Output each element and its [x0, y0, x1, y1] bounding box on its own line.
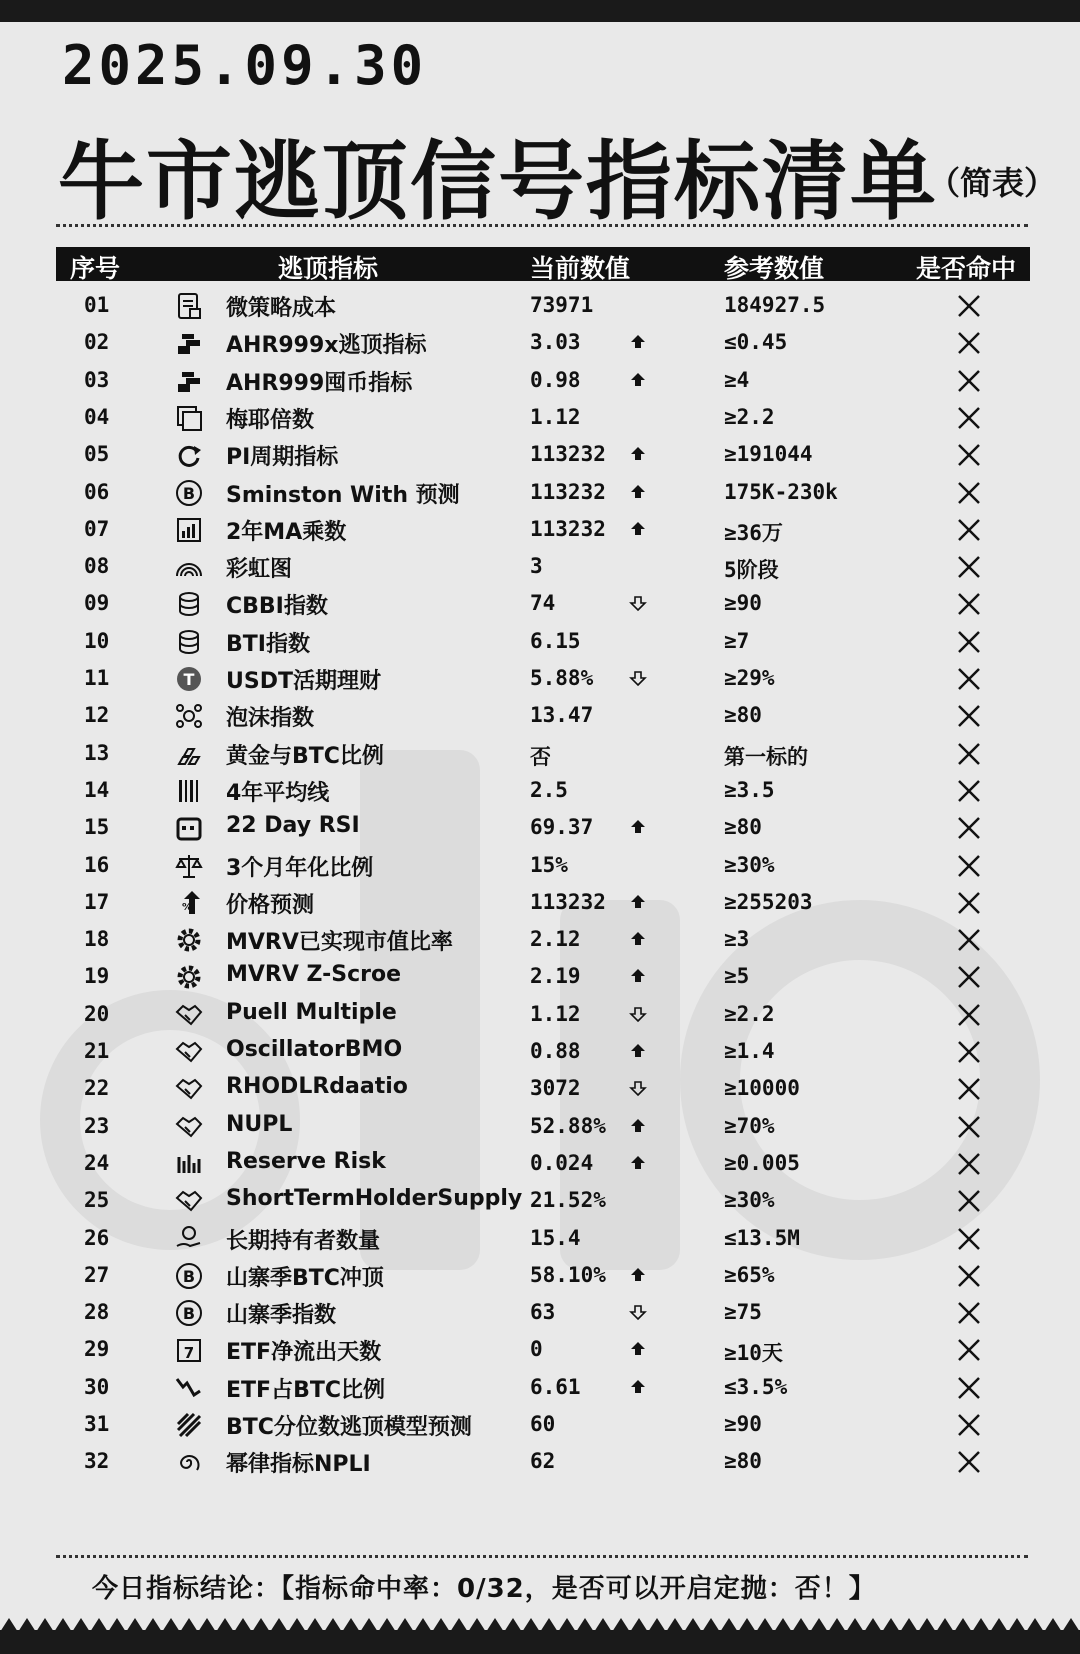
table-row [56, 1406, 1030, 1445]
table-row [56, 585, 1030, 624]
not-hit-x-icon [956, 1039, 982, 1065]
current-value: 60 [530, 1412, 556, 1436]
indicator-name: Reserve Risk [226, 1149, 386, 1174]
bitcoin-icon [174, 1298, 204, 1328]
not-hit-x-icon [956, 368, 982, 394]
current-value: 0.88 [530, 1039, 581, 1063]
table-row [56, 548, 1030, 587]
not-hit-x-icon [956, 405, 982, 431]
table-row [56, 735, 1030, 774]
indicator-name: OscillatorBMO [226, 1037, 403, 1062]
trend-up-icon [628, 892, 648, 912]
reference-value: ≥2.2 [724, 1002, 775, 1026]
row-index: 09 [84, 591, 110, 615]
current-value: 0.024 [530, 1151, 594, 1175]
table-row [56, 474, 1030, 513]
chart-icon [174, 515, 204, 545]
gear-icon [174, 962, 204, 992]
current-value: 113232 [530, 480, 606, 504]
table-row [56, 921, 1030, 960]
reference-value: ≥70% [724, 1114, 775, 1138]
header-index: 序号 [70, 254, 121, 283]
indicator-name: ETF净流出天数 [226, 1340, 382, 1365]
svg-text:B: B [182, 1267, 196, 1286]
row-index: 08 [84, 554, 110, 578]
handshake-icon [174, 1037, 204, 1067]
wave-icon [174, 1149, 204, 1179]
reference-value: ≥3.5 [724, 778, 775, 802]
row-index: 29 [84, 1337, 110, 1361]
indicator-name: 泡沫指数 [226, 706, 315, 731]
document-chart-icon [174, 291, 204, 321]
indicator-name: 4年平均线 [226, 781, 330, 806]
indicator-name: 微策略成本 [226, 296, 337, 321]
handshake-icon [174, 1186, 204, 1216]
indicator-name: BTC分位数逃顶模型预测 [226, 1415, 472, 1440]
row-index: 05 [84, 442, 110, 466]
table-row [56, 847, 1030, 886]
coin-stack-icon [174, 366, 204, 396]
current-value: 6.61 [530, 1375, 581, 1399]
trend-up-icon [628, 1116, 648, 1136]
not-hit-x-icon [956, 964, 982, 990]
indicator-name: 幂律指标NPLI [226, 1452, 371, 1477]
header-current: 当前数值 [530, 254, 631, 283]
not-hit-x-icon [956, 293, 982, 319]
indicator-name: AHR999x逃顶指标 [226, 333, 427, 358]
handshake-icon [174, 1000, 204, 1030]
table-row [56, 884, 1030, 923]
indicator-name: RHODLRdaatio [226, 1074, 408, 1099]
bitcoin-icon [174, 1261, 204, 1291]
current-value: 69.37 [530, 815, 594, 839]
table-header [56, 247, 1030, 281]
row-index: 28 [84, 1300, 110, 1324]
table-row [56, 1182, 1030, 1221]
row-index: 27 [84, 1263, 110, 1287]
current-value: 113232 [530, 890, 606, 914]
not-hit-x-icon [956, 741, 982, 767]
table-row [56, 1331, 1030, 1370]
indicator-name: 22 Day RSI [226, 813, 360, 838]
not-hit-x-icon [956, 1337, 982, 1363]
table-row [56, 697, 1030, 736]
not-hit-x-icon [956, 890, 982, 916]
row-index: 17 [84, 890, 110, 914]
current-value: 113232 [530, 517, 606, 541]
current-value: 73971 [530, 293, 594, 317]
indicator-name: Puell Multiple [226, 1000, 397, 1025]
current-value: 52.88% [530, 1114, 606, 1138]
header-indicator: 逃顶指标 [278, 254, 379, 283]
reference-value: ≥10天 [724, 1341, 783, 1365]
table-row [56, 1220, 1030, 1259]
not-hit-x-icon [956, 591, 982, 617]
row-index: 12 [84, 703, 110, 727]
table-row [56, 660, 1030, 699]
current-value: 74 [530, 591, 556, 615]
reference-value: ≥3 [724, 927, 750, 951]
row-index: 23 [84, 1114, 110, 1138]
trend-down-icon [628, 1302, 648, 1322]
current-value: 3.03 [530, 330, 581, 354]
trend-up-icon [628, 966, 648, 986]
trend-up-icon [628, 519, 648, 539]
rainbow-icon [174, 552, 204, 582]
dotted-divider-top [56, 224, 1028, 227]
table-row [56, 511, 1030, 550]
trend-up-icon [628, 929, 648, 949]
table-row [56, 958, 1030, 997]
indicator-name: 山寨季指数 [226, 1303, 337, 1328]
row-index: 14 [84, 778, 110, 802]
not-hit-x-icon [956, 666, 982, 692]
table-row [56, 1443, 1030, 1482]
indicator-name: MVRV已实现市值比率 [226, 930, 453, 955]
trend-down-icon [628, 668, 648, 688]
trend-down-icon [628, 1004, 648, 1024]
not-hit-x-icon [956, 554, 982, 580]
header-hit: 是否命中 [916, 254, 1017, 283]
conclusion-text: 今日指标结论：【指标命中率：0/32，是否可以开启定抛：否！】 [92, 1574, 876, 1604]
row-index: 25 [84, 1188, 110, 1212]
indicator-name: 彩虹图 [226, 557, 293, 582]
table-row [56, 1369, 1030, 1408]
indicator-name: 长期持有者数量 [226, 1229, 381, 1254]
reference-value: ≥75 [724, 1300, 762, 1324]
table-row [56, 996, 1030, 1035]
current-value: 1.12 [530, 1002, 581, 1026]
reference-value: ≤0.45 [724, 330, 788, 354]
reference-value: ≥191044 [724, 442, 813, 466]
coin-stack-icon [174, 328, 204, 358]
not-hit-x-icon [956, 1375, 982, 1401]
indicator-name: AHR999囤币指标 [226, 371, 413, 396]
table-row [56, 809, 1030, 848]
row-index: 32 [84, 1449, 110, 1473]
trend-up-icon [628, 817, 648, 837]
current-value: 15% [530, 853, 568, 877]
not-hit-x-icon [956, 1263, 982, 1289]
reference-value: 175K-230k [724, 480, 838, 504]
reference-value: ≥30% [724, 853, 775, 877]
reference-value: ≥30% [724, 1188, 775, 1212]
table-row [56, 362, 1030, 401]
row-index: 30 [84, 1375, 110, 1399]
not-hit-x-icon [956, 1300, 982, 1326]
table-row [56, 1294, 1030, 1333]
reference-value: ≥80 [724, 815, 762, 839]
indicator-name: USDT活期理财 [226, 669, 381, 694]
copy-icon [174, 403, 204, 433]
trend-up-icon [628, 370, 648, 390]
reference-value: ≥7 [724, 629, 750, 653]
price-up-icon [174, 888, 204, 918]
not-hit-x-icon [956, 1114, 982, 1140]
not-hit-x-icon [956, 1449, 982, 1475]
database-icon [174, 627, 204, 657]
table-row [56, 772, 1030, 811]
current-value: 21.52% [530, 1188, 606, 1212]
reference-value: 5阶段 [724, 558, 779, 582]
reference-value: 184927.5 [724, 293, 826, 317]
indicator-name: BTI指数 [226, 632, 310, 657]
row-index: 13 [84, 741, 110, 765]
table-row [56, 623, 1030, 662]
row-index: 06 [84, 480, 110, 504]
current-value: 13.47 [530, 703, 594, 727]
header-reference: 参考数值 [724, 254, 825, 283]
current-value: 5.88% [530, 666, 594, 690]
not-hit-x-icon [956, 1188, 982, 1214]
stripes-icon [174, 1410, 204, 1440]
reference-value: ≤3.5% [724, 1375, 788, 1399]
scale-icon [174, 851, 204, 881]
calendar-icon [174, 813, 204, 843]
svg-text:T: T [183, 670, 195, 689]
current-value: 0 [530, 1337, 543, 1361]
row-index: 04 [84, 405, 110, 429]
current-value: 15.4 [530, 1226, 581, 1250]
not-hit-x-icon [956, 815, 982, 841]
bitcoin-icon [174, 478, 204, 508]
svg-text:%: % [182, 902, 193, 913]
indicator-name: 梅耶倍数 [226, 408, 315, 433]
current-value: 2.12 [530, 927, 581, 951]
calendar-seven-icon [174, 1335, 204, 1365]
table-row [56, 399, 1030, 438]
tether-icon [174, 664, 204, 694]
table-row [56, 1033, 1030, 1072]
row-index: 03 [84, 368, 110, 392]
table-row [56, 1145, 1030, 1184]
trend-up-icon [628, 1377, 648, 1397]
not-hit-x-icon [956, 1002, 982, 1028]
trend-up-icon [628, 1265, 648, 1285]
table-row [56, 436, 1030, 475]
trend-up-icon [628, 1153, 648, 1173]
indicator-name: 价格预测 [226, 893, 315, 918]
row-index: 21 [84, 1039, 110, 1063]
not-hit-x-icon [956, 480, 982, 506]
database-icon [174, 589, 204, 619]
gear-icon [174, 925, 204, 955]
not-hit-x-icon [956, 703, 982, 729]
trend-down-icon [628, 593, 648, 613]
not-hit-x-icon [956, 927, 982, 953]
handshake-icon [174, 1112, 204, 1142]
indicator-name: Sminston With 预测 [226, 483, 460, 508]
current-value: 1.12 [530, 405, 581, 429]
indicator-name: 3个月年化比例 [226, 856, 374, 881]
reference-value: ≥5 [724, 964, 750, 988]
row-index: 02 [84, 330, 110, 354]
row-index: 18 [84, 927, 110, 951]
table-row [56, 1108, 1030, 1147]
not-hit-x-icon [956, 330, 982, 356]
not-hit-x-icon [956, 517, 982, 543]
indicator-name: 黄金与BTC比例 [226, 744, 384, 769]
indicator-name: MVRV Z-Scroe [226, 962, 402, 987]
gold-bars-icon [174, 739, 204, 769]
reference-value: ≥0.005 [724, 1151, 800, 1175]
current-value: 62 [530, 1449, 556, 1473]
table-row [56, 1257, 1030, 1296]
reference-value: ≥255203 [724, 890, 813, 914]
dotted-divider-bottom [56, 1555, 1028, 1558]
trend-up-icon [628, 482, 648, 502]
svg-text:7: 7 [183, 1344, 195, 1362]
table-row [56, 324, 1030, 363]
date-label: 2025.09.30 [62, 34, 428, 97]
table-row [56, 1070, 1030, 1109]
reference-value: 第一标的 [724, 745, 808, 769]
table-row [56, 287, 1030, 326]
not-hit-x-icon [956, 1226, 982, 1252]
page-title: 牛市逃顶信号指标清单 [58, 132, 938, 232]
bubble-icon [174, 701, 204, 731]
current-value: 58.10% [530, 1263, 606, 1287]
reference-value: ≥29% [724, 666, 775, 690]
indicator-name: 山寨季BTC冲顶 [226, 1266, 384, 1291]
trend-up-icon [628, 1339, 648, 1359]
trend-down-icon [628, 1078, 648, 1098]
reference-value: ≤13.5M [724, 1226, 800, 1250]
row-index: 19 [84, 964, 110, 988]
row-index: 31 [84, 1412, 110, 1436]
not-hit-x-icon [956, 1076, 982, 1102]
indicator-name: PI周期指标 [226, 445, 339, 470]
indicator-name: NUPL [226, 1112, 293, 1137]
reference-value: ≥80 [724, 703, 762, 727]
indicator-name: 2年MA乘数 [226, 520, 347, 545]
reference-value: ≥90 [724, 591, 762, 615]
row-index: 15 [84, 815, 110, 839]
current-value: 2.5 [530, 778, 568, 802]
barcode-icon [174, 776, 204, 806]
not-hit-x-icon [956, 778, 982, 804]
reference-value: ≥10000 [724, 1076, 800, 1100]
indicator-name: ETF占BTC比例 [226, 1378, 385, 1403]
trend-up-icon [628, 332, 648, 352]
row-index: 24 [84, 1151, 110, 1175]
reference-value: ≥1.4 [724, 1039, 775, 1063]
reference-value: ≥2.2 [724, 405, 775, 429]
not-hit-x-icon [956, 1151, 982, 1177]
reference-value: ≥80 [724, 1449, 762, 1473]
row-index: 01 [84, 293, 110, 317]
not-hit-x-icon [956, 442, 982, 468]
refresh-icon [174, 440, 204, 470]
page-subtitle: （简表） [928, 164, 1057, 202]
row-index: 16 [84, 853, 110, 877]
not-hit-x-icon [956, 1412, 982, 1438]
row-index: 07 [84, 517, 110, 541]
current-value: 0.98 [530, 368, 581, 392]
reference-value: ≥65% [724, 1263, 775, 1287]
spiral-icon [174, 1447, 204, 1477]
current-value: 63 [530, 1300, 556, 1324]
trend-down-icon [174, 1373, 204, 1403]
current-value: 3072 [530, 1076, 581, 1100]
trend-up-icon [628, 444, 648, 464]
indicator-name: ShortTermHolderSupply [226, 1186, 523, 1211]
not-hit-x-icon [956, 629, 982, 655]
reference-value: ≥4 [724, 368, 750, 392]
row-index: 26 [84, 1226, 110, 1250]
svg-text:B: B [182, 484, 196, 503]
row-index: 22 [84, 1076, 110, 1100]
current-value: 2.19 [530, 964, 581, 988]
not-hit-x-icon [956, 853, 982, 879]
row-index: 10 [84, 629, 110, 653]
trend-up-icon [628, 1041, 648, 1061]
current-value: 否 [530, 745, 551, 769]
current-value: 6.15 [530, 629, 581, 653]
row-index: 11 [84, 666, 110, 690]
hand-coin-icon [174, 1224, 204, 1254]
reference-value: ≥90 [724, 1412, 762, 1436]
handshake-icon [174, 1074, 204, 1104]
row-index: 20 [84, 1002, 110, 1026]
reference-value: ≥36万 [724, 521, 783, 545]
indicator-name: CBBI指数 [226, 594, 328, 619]
current-value: 3 [530, 554, 543, 578]
svg-text:B: B [182, 1304, 196, 1323]
current-value: 113232 [530, 442, 606, 466]
torn-edge-bottom [0, 1614, 1080, 1654]
